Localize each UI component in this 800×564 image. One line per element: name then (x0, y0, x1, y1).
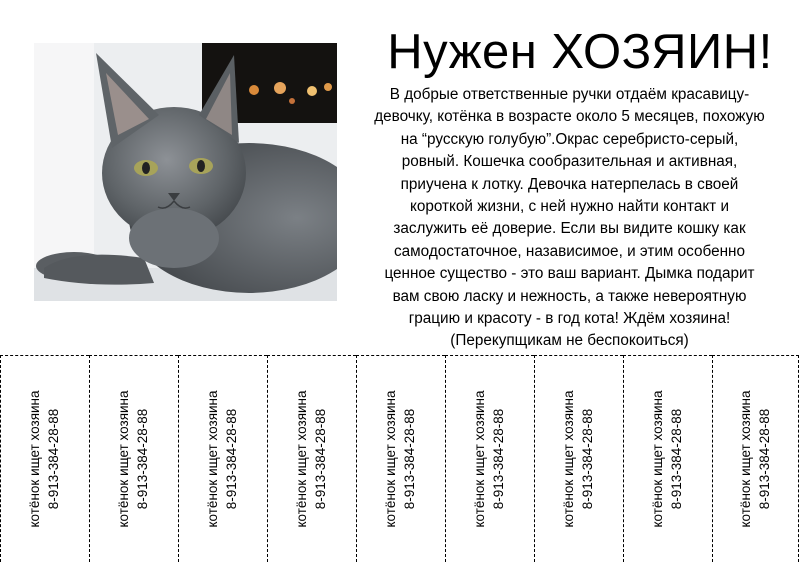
tab-text: котёнок ищет хозяина (383, 390, 398, 528)
tear-off-tab[interactable] (534, 355, 623, 562)
cat-photo-illustration (34, 43, 337, 301)
tab-phone: 8-913-384-28-88 (756, 408, 772, 510)
description-line: ценное существо - это ваш вариант. Дымка подарит (384, 265, 755, 283)
tear-off-tab[interactable] (445, 355, 534, 562)
tear-off-tab[interactable] (0, 355, 89, 562)
tab-text: котёнок ищет хозяина (116, 390, 131, 528)
tab-phone: 8-913-384-28-88 (402, 408, 417, 510)
description-line: самодостаточное, назависимое, и этим особенно (394, 242, 745, 260)
tab-phone: 8-913-384-28-88 (224, 408, 239, 510)
description-line: вам свою ласку и нежность, а также невероятную (392, 287, 747, 305)
description-line: заслужить её доверие. Если вы видите кошку как (393, 220, 746, 238)
tab-phone: 8-913-384-28-88 (669, 408, 684, 510)
description-line: приучена к лотку. Девочка натерпелась в своей (400, 175, 739, 193)
tab-phone: 8-913-384-28-88 (313, 408, 328, 510)
cat-photo (34, 43, 337, 301)
tab-phone: 8-913-384-28-88 (46, 408, 61, 510)
tab-phone: 8-913-384-28-88 (135, 408, 150, 510)
page-title: Нужен ХОЗЯИН! (387, 25, 773, 79)
description-line: В добрые ответственные ручки отдаём красавицу- (389, 86, 750, 103)
tab-text: котёнок ищет хозяина (294, 390, 309, 528)
tab-text: котёнок ищет хозяина (27, 390, 42, 528)
tab-phone: 8-913-384-28-88 (580, 408, 595, 510)
description-line: на “русскую голубую”.Окрас серебристо-серый, (400, 130, 739, 148)
description-text (352, 84, 787, 353)
tear-off-tab[interactable] (356, 355, 445, 562)
tear-off-tab[interactable] (623, 355, 712, 562)
description-line: ровный. Кошечка сообразительная и активная, (401, 153, 738, 171)
description-line: короткой жизни, с ней нужно найти контакт и (410, 198, 729, 216)
description-line: (Перекупщикам не беспокоиться) (450, 332, 689, 350)
tear-off-tab[interactable] (712, 355, 799, 562)
tear-off-tab[interactable] (267, 355, 356, 562)
tab-text: котёнок ищет хозяина (205, 390, 220, 528)
tab-text: котёнок ищет хозяина (737, 390, 753, 528)
tear-off-tab[interactable] (178, 355, 267, 562)
tab-text: котёнок ищет хозяина (650, 390, 665, 528)
tab-text: котёнок ищет хозяина (472, 390, 487, 528)
tear-off-tabs (0, 355, 800, 564)
tab-phone: 8-913-384-28-88 (491, 408, 506, 510)
description-line: девочку, котёнка в возрасте около 5 месяцев, похожую (374, 108, 765, 126)
description-line: грацию и красоту - в год кота! Ждём хозяина! (408, 310, 731, 328)
tab-text: котёнок ищет хозяина (561, 390, 576, 528)
tear-off-tab[interactable] (89, 355, 178, 562)
